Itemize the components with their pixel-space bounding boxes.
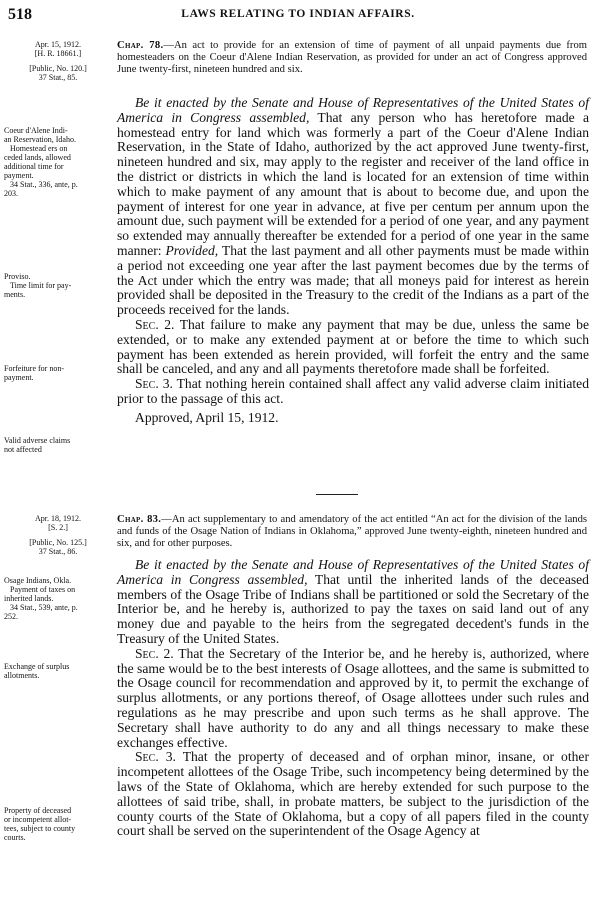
section-divider [316,494,358,495]
act2-date: Apr. 18, 1912. [35,514,81,523]
margin-line: courts. [4,833,26,842]
margin-line: Valid adverse claims [4,436,71,445]
act1-chapter-label: Chap. 78. [117,40,164,51]
margin-line: payment. [4,373,34,382]
act2-section-2 [117,647,589,751]
act1-section-3 [117,377,589,407]
act1-date: Apr. 15, 1912. [35,40,81,49]
margin-line: Homestead ers on [10,144,68,153]
act1-public: [Public, No. 120.] [29,64,87,73]
act2-note-property [4,806,112,842]
margin-line: 252. [4,612,18,621]
margin-line: payment. [4,171,34,180]
act2-chapter-label: Chap. 83. [117,514,162,525]
page-header [8,6,588,24]
margin-line: allotments. [4,671,40,680]
act2-enacting-clause: Be it enacted by the Senate and House of Representatives of the United States of America in Congress assembled, [117,557,589,587]
margin-line: 34 Stat., 539, ante, p. [10,603,78,612]
margin-line: Coeur d'Alene Indi- [4,126,68,135]
act1-sec3-text: That nothing herein contained shall affect any valid adverse claim initiated prior to the passage of this act. [117,376,589,406]
act1-sec1-text: That any person who has heretofore made a homestead entry for land which was formerly a part of the Coeur d'Alene Indian Reservation, in the State of Idaho, authorized by the act approved June twenty-first, nineteen hundred and six, may apply to the register and receiver of the land office in the district or districts in which the land is located for an extension of time within which to make payment of any amount that is about to become due, and upon the payment of interest for one year in advance, at five per centum per annum upon the amount due, such payment will be extended for a period of one year, and any payment so extended may annually thereafter be extended for a period of one year in the same manner: [117,109,589,258]
margin-line: not affected [4,445,42,454]
act2-bill: [S. 2.] [48,523,68,532]
act2-public: [Public, No. 125.] [29,538,87,547]
act2-sec2-text: That the Secretary of the Interior be, and he hereby is, authorized, where the same would be to the best interests of Osage allottees, and the same is submitted to the Osage council for recommendation and approved by it, to permit the exchange of surplus allotments, or any portions thereof, of Osage allottees under such rules and regulations as he may prescribe and upon such terms as he shall approve. The Secretary shall have authority to do any and all things necessary to make these exchanges effective. [117,645,589,750]
margin-line: Proviso. [4,272,31,281]
act2-body [117,558,589,839]
margin-line: or incompetent allot- [4,815,72,824]
act2-stat: 37 Stat., 86. [38,547,78,556]
act2-sec3-text: That the property of deceased and of orphan minor, insane, or other incompetent allottees of the Osage Tribe, such incompetency being determined by the laws of the State of Oklahoma, which are hereby extended for such purpose to the allottees of said tribe, shall, in probate matters, be subject to the jurisdiction of the county courts of the State of Oklahoma, but a copy of all papers filed in the county court shall be served on the superintendent of the Osage Agency at [117,749,589,839]
act1-chapter-text: —An act to provide for an extension of time of payment of all unpaid payments due from homesteaders on the Coeur d'Alene Indian Reservation, as provided for under an act of Congress approved June twenty-first, nineteen hundred and six. [117,40,587,75]
act2-sec3-label: Sec. 3. [135,749,176,765]
running-title: LAWS RELATING TO INDIAN AFFAIRS. [181,8,415,20]
act1-approved: Approved, April 15, 1912. [135,409,279,425]
margin-line: Payment of taxes on [10,585,76,594]
act1-section-1 [117,96,589,318]
margin-line: Property of deceased [4,806,72,815]
margin-line: Forfeiture for non- [4,364,64,373]
act1-citation [4,40,112,82]
act1-note-forfeiture [4,364,112,382]
act2-citation [4,514,112,556]
act1-note-valid [4,436,112,454]
act2-chapter-heading [117,514,587,550]
act2-sec2-label: Sec. 2. [135,645,174,661]
margin-line: Time limit for pay- [10,281,72,290]
act1-sec2-text: That failure to make any payment that may be due, unless the same be extended, or to make any extended payment at or before the time to which such payment has been extended as herein provided, will forfeit the entry and the same shall be canceled, and any and all payments theretofore made shall be forfeited. [117,316,589,377]
margin-line: Exchange of surplus [4,662,70,671]
margin-line: Osage Indians, Okla. [4,576,72,585]
margin-line: ceded lands, allowed [4,153,71,162]
margin-line: 203. [4,189,18,198]
act2-section-1 [117,558,589,647]
act2-section-3 [117,750,589,839]
act2-note-osage [4,576,112,621]
act1-enacting-clause: Be it enacted by the Senate and House of Representatives of the United States of America in Congress assembled, [117,95,589,125]
act1-sec3-label: Sec. 3. [135,376,173,392]
act2-sec1-text: That until the inherited lands of the deceased members of the Osage Tribe of Indians shall be partitioned or sold the Secretary of the Interior be, and he hereby is, authorized to pay the taxes on said land out of any money due and payable to the heirs from the segregated decedent's funds in the Treasury of the United States. [117,571,589,646]
margin-line: additional time for [4,162,64,171]
act1-chapter-heading [117,40,587,76]
act2-chapter-text: —An act supplementary to and amendatory of the act entitled “An act for the division of the lands and funds of the Osage Nation of Indians in Oklahoma,” approved June twenty-eighth, nineteen hundred and six, and for other purposes. [117,514,588,549]
margin-line: 34 Stat., 336, ante, p. [10,180,78,189]
act1-provided: Provided, [165,242,219,258]
act1-body [117,96,589,426]
margin-line: ments. [4,290,26,299]
act1-note-proviso [4,272,112,299]
act1-sec2-label: Sec. 2. [135,316,175,332]
act1-sec1-text2: That the last payment and all other payments must be made within a period not exceeding one year after the last payment becomes due by the terms of the Act under which the entry was made; that all moneys paid for interest as herein provided shall be deposited in the Treasury to the credit of the Indians as a part of the proceeds received for the lands. [117,242,589,318]
page-number: 518 [8,6,32,23]
margin-line: inherited lands. [4,594,54,603]
act2-note-exchange [4,662,112,680]
margin-line: tees, subject to county [4,824,76,833]
act1-stat: 37 Stat., 85. [38,73,78,82]
margin-line: an Reservation, Idaho. [4,135,76,144]
act1-section-2 [117,318,589,377]
act1-note-coeur [4,126,112,198]
act1-bill: [H. R. 18661.] [34,49,82,58]
